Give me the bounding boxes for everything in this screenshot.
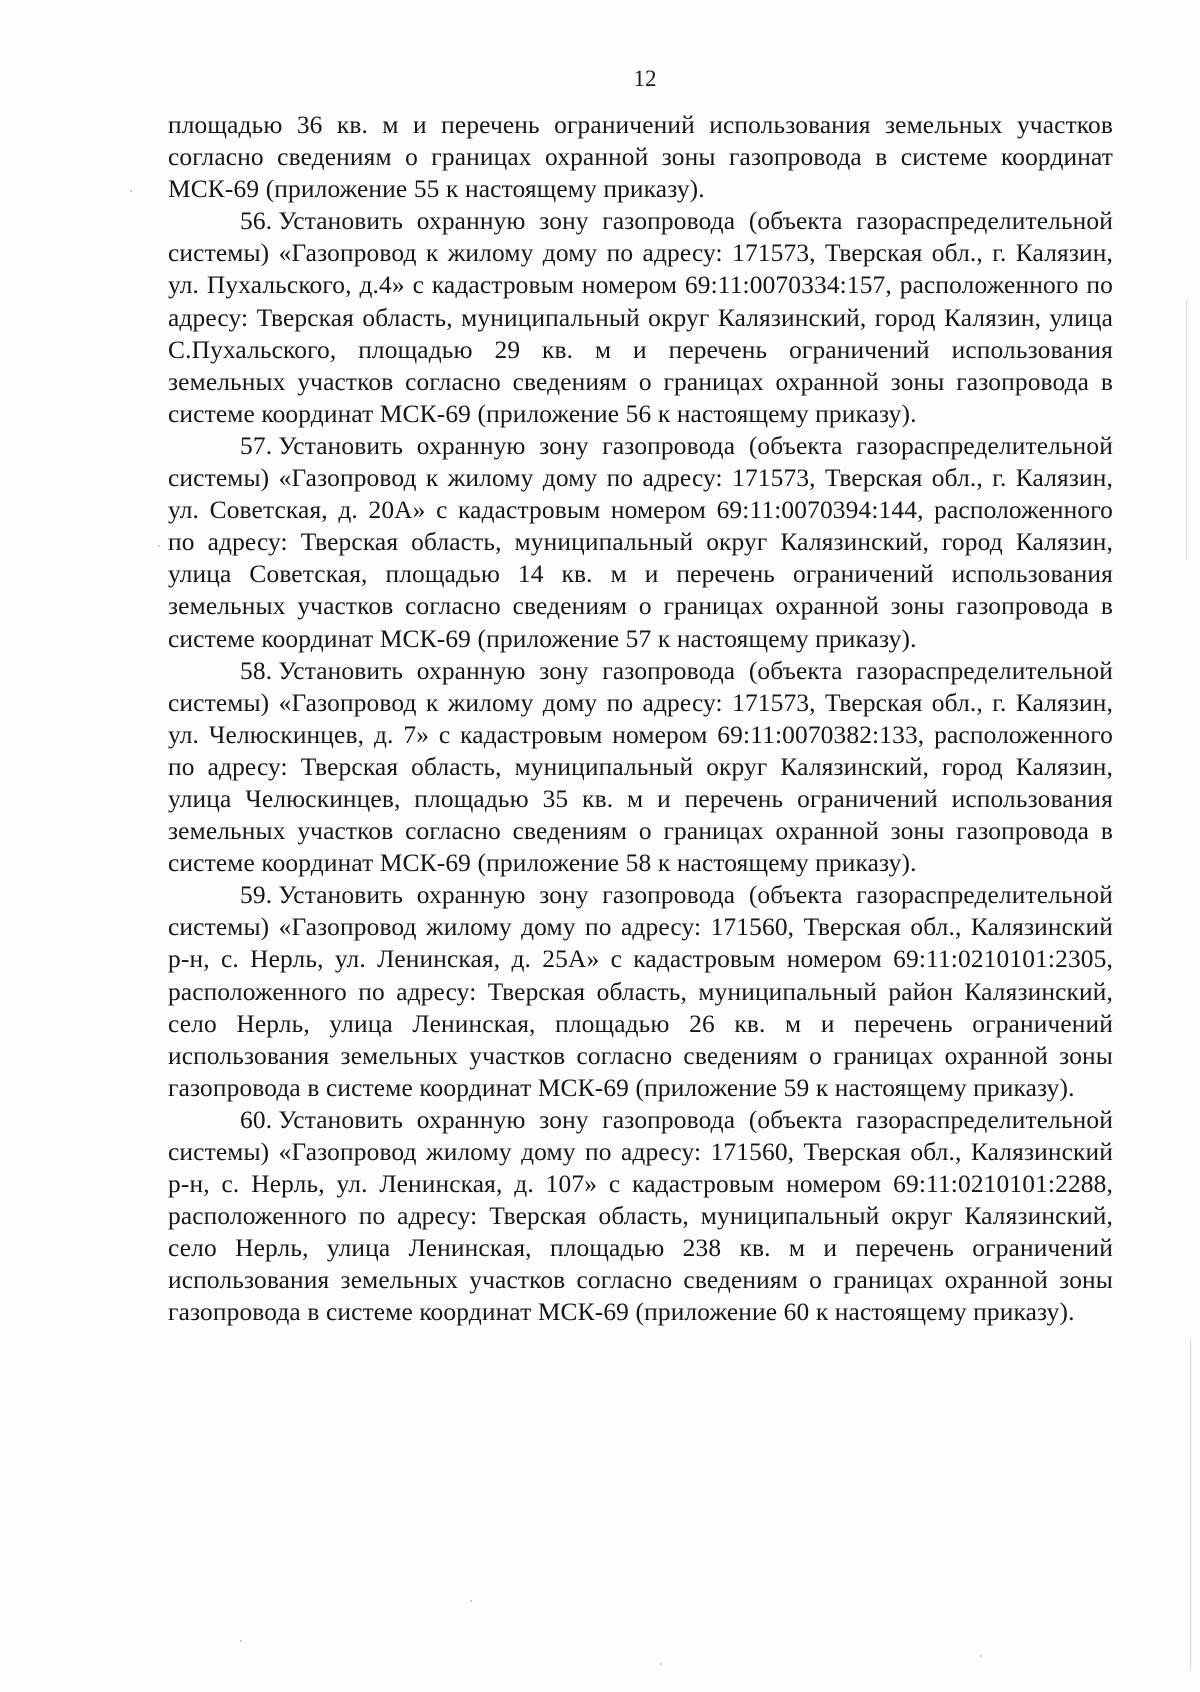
document-body	[168, 109, 1113, 1329]
paragraph-number: 57.	[240, 431, 273, 460]
scan-speck	[980, 1655, 982, 1657]
paragraph-item-60	[168, 1104, 1113, 1329]
paragraph-text: Установить охранную зону газопровода (объекта газораспределительной системы) «Газопровод к жилому дому по адресу: 171573, Тверская обл., г. Калязин, ул. Советская, д. 20А» с кадастровым номером 69:11:0070394:144, расположенного по адресу: Тверская область, муниципальный округ Калязинский, город Калязин, улица Советская, площадью 14 кв. м и перечень ограничений использования земельных участков согласно сведениям о границах охранной зоны газопровода в системе координат МСК-69 (приложение 57 к настоящему приказу).	[168, 431, 1113, 653]
paragraph-text: площадью 36 кв. м и перечень ограничений использования земельных участков согласно сведениям о границах охранной зоны газопровода в системе координат МСК-69 (приложение 55 к настоящему приказу).	[168, 111, 1113, 204]
scan-speck	[130, 190, 132, 192]
paragraph-number: 58.	[240, 656, 273, 685]
scan-speck	[660, 1663, 662, 1665]
scan-edge-line	[1186, 300, 1187, 560]
paragraph-text: Установить охранную зону газопровода (объекта газораспределительной системы) «Газопровод к жилому дому по адресу: 171573, Тверская обл., г. Калязин, ул. Челюскинцев, д. 7» с кадастровым номером 69:11:0070382:133, расположенного по адресу: Тверская область, муниципальный округ Калязинский, город Калязин, улица Челюскинцев, площадью 35 кв. м и перечень ограничений использования земельных участков согласно сведениям о границах охранной зоны газопровода в системе координат МСК-69 (приложение 58 к настоящему приказу).	[168, 656, 1113, 878]
paragraph-item-57	[168, 430, 1113, 655]
page-number: 12	[633, 66, 657, 91]
paragraph-continuation	[168, 109, 1113, 205]
paragraph-item-59	[168, 879, 1113, 1104]
paragraph-item-58	[168, 655, 1113, 880]
paragraph-number: 59.	[240, 881, 273, 910]
scan-speck	[240, 1640, 242, 1642]
paragraph-item-56	[168, 205, 1113, 430]
paragraph-text: Установить охранную зону газопровода (объекта газораспределительной системы) «Газопровод к жилому дому по адресу: 171573, Тверская обл., г. Калязин, ул. Пухальского, д.4» с кадастровым номером 69:11:0070334:157, расположенного по адресу: Тверская область, муниципальный округ Калязинский, город Калязин, улица С.Пухальского, площадью 29 кв. м и перечень ограничений использования земельных участков согласно сведениям о границах охранной зоны газопровода в системе координат МСК-69 (приложение 56 к настоящему приказу).	[168, 207, 1113, 428]
paragraph-text: Установить охранную зону газопровода (объекта газораспределительной системы) «Газопровод жилому дому по адресу: 171560, Тверская обл., Калязинский р-н, с. Нерль, ул. Ленинская, д. 107» с кадастровым номером 69:11:0210101:2288, расположенного по адресу: Тверская область, муниципальный округ Калязинский, село Нерль, улица Ленинская, площадью 238 кв. м и перечень ограничений использования земельных участков согласно сведениям о границах охранной зоны газопровода в системе координат МСК-69 (приложение 60 к настоящему приказу).	[168, 1105, 1113, 1327]
scan-speck	[158, 545, 160, 547]
scan-speck	[470, 1600, 472, 1602]
scan-edge-line	[1190, 1340, 1191, 1670]
paragraph-number: 56.	[240, 207, 273, 236]
paragraph-text: Установить охранную зону газопровода (объекта газораспределительной системы) «Газопровод жилому дому по адресу: 171560, Тверская обл., Калязинский р-н, с. Нерль, ул. Ленинская, д. 25А» с кадастровым номером 69:11:0210101:2305, расположенного по адресу: Тверская область, муниципальный район Калязинский, село Нерль, улица Ленинская, площадью 26 кв. м и перечень ограничений использования земельных участков согласно сведениям о границах охранной зоны газопровода в системе координат МСК-69 (приложение 59 к настоящему приказу).	[168, 881, 1113, 1102]
paragraph-number: 60.	[240, 1105, 273, 1134]
